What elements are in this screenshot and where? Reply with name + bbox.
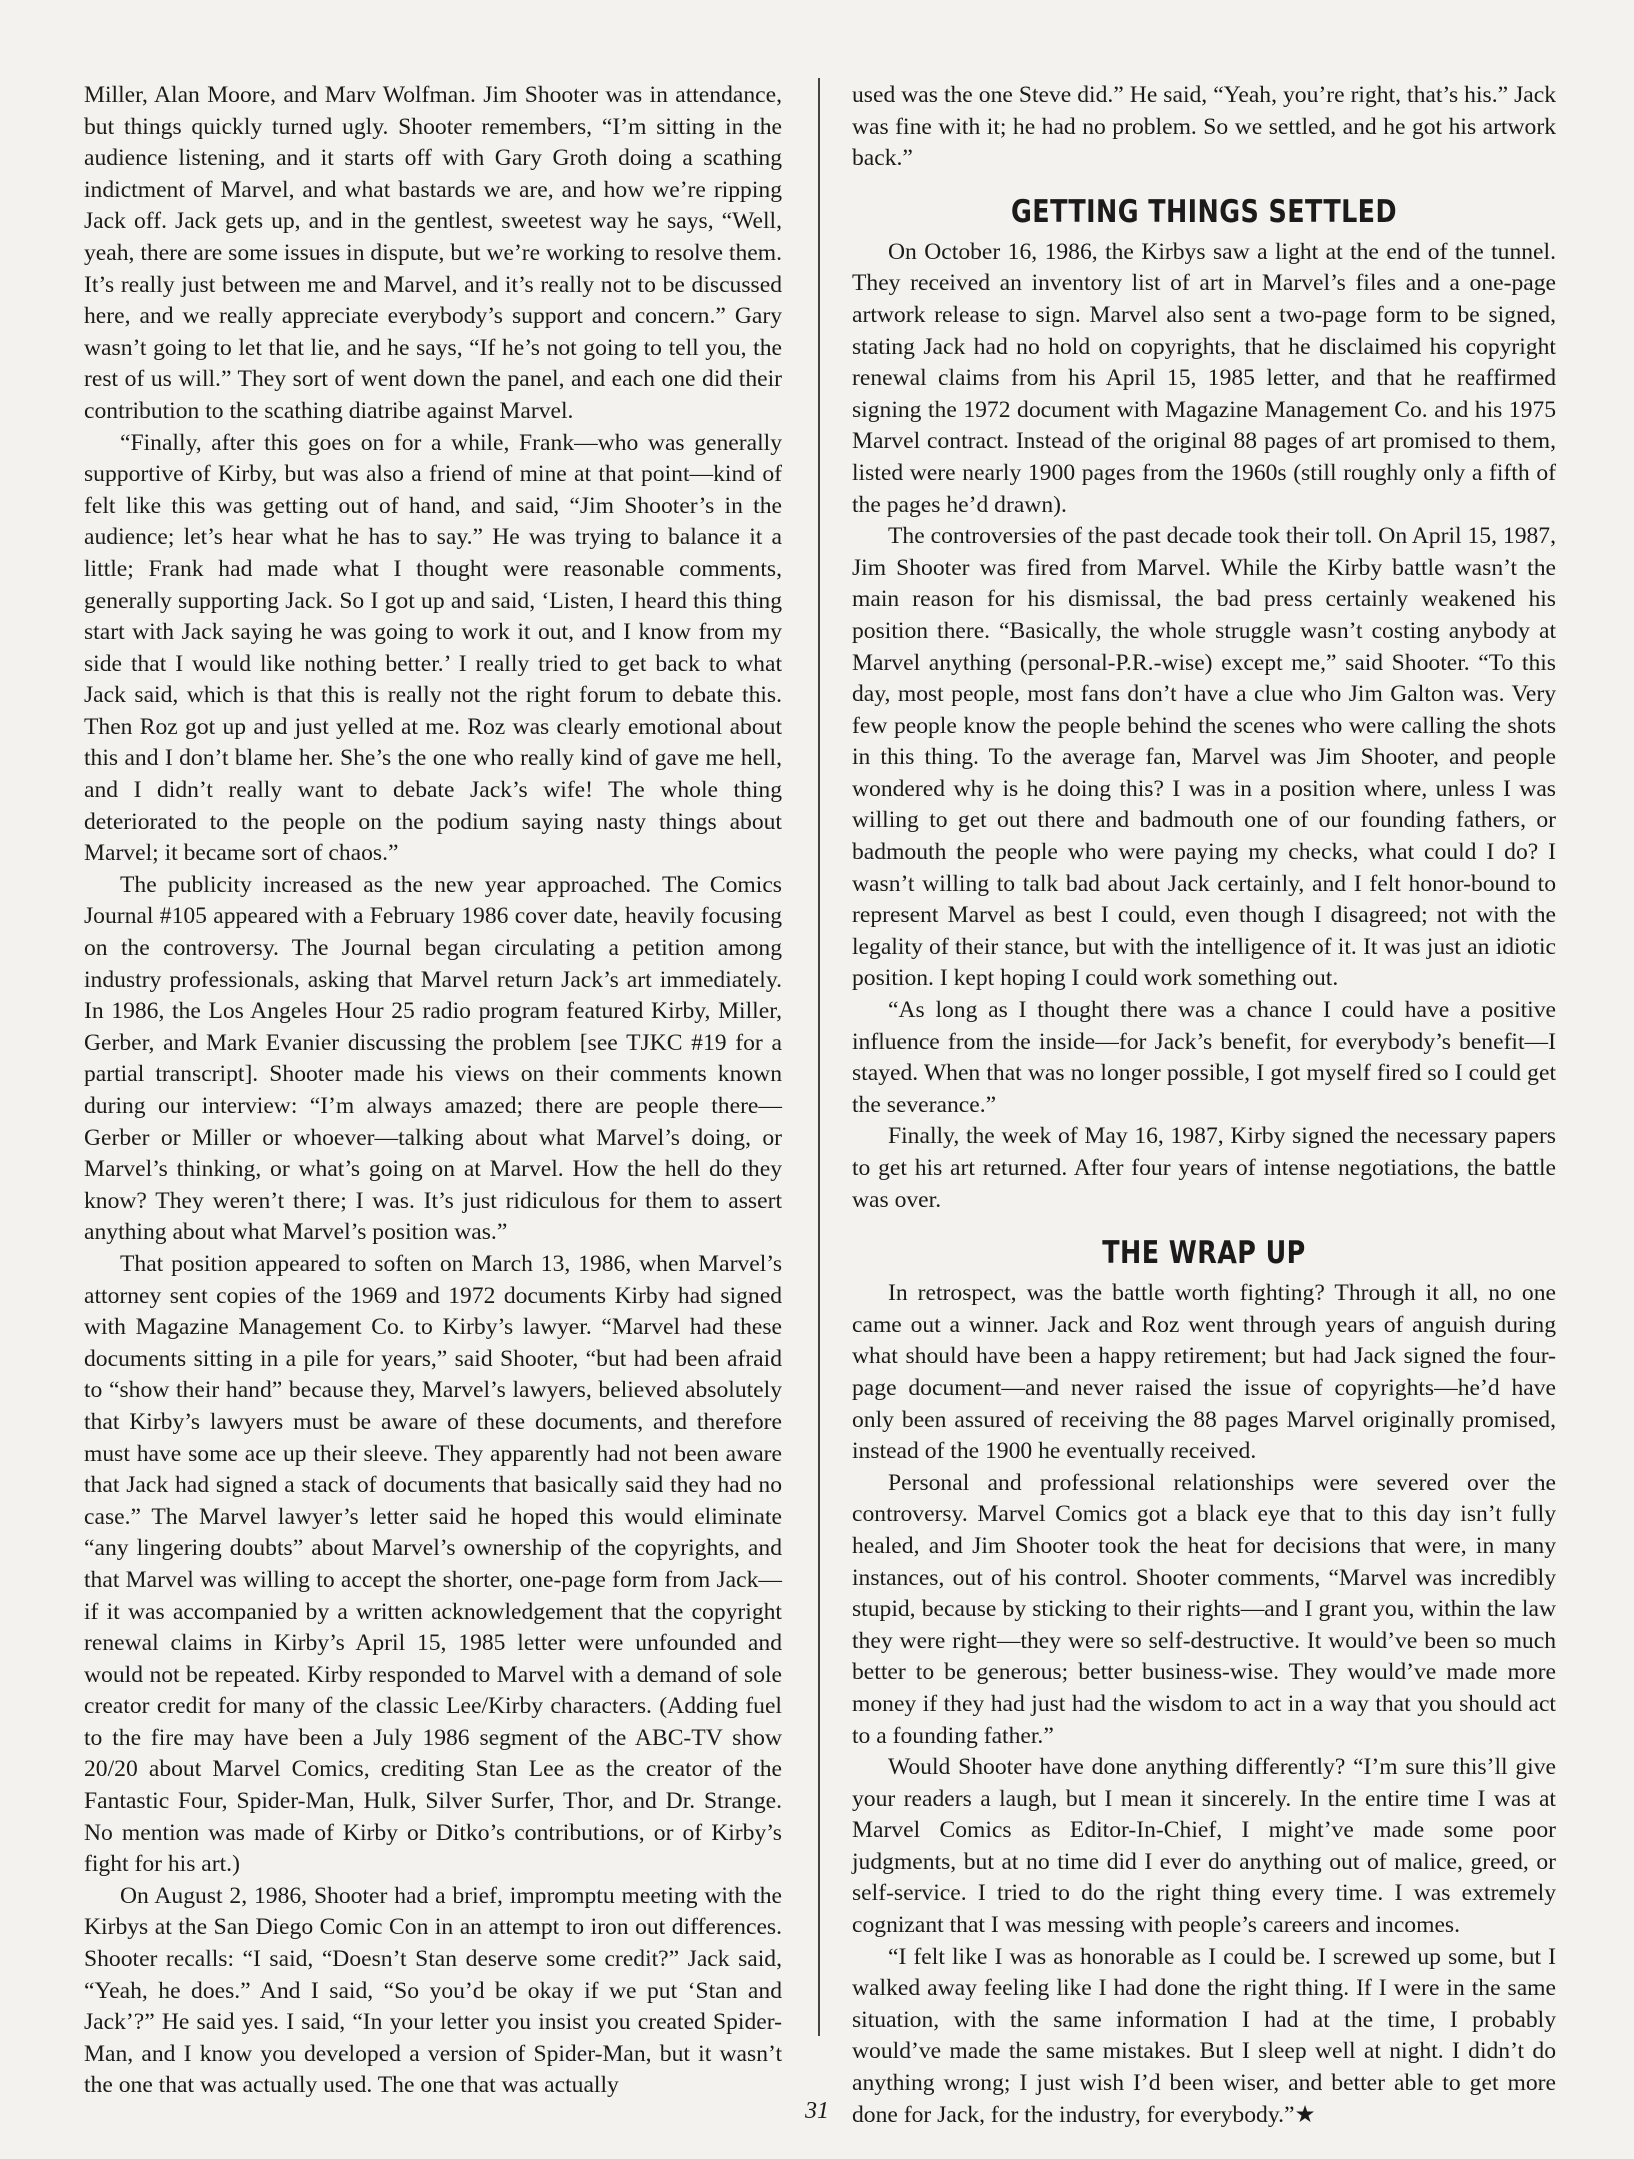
paragraph: That position appeared to soften on March 13, 1986, when Marvel’s attorney sent copies of the 1969 and 1972 documents Kirby had signed with Magazine Management Co. to Kirby’s lawyer. “Marvel had these documents sitting in a pile for years,” said Shooter, “but had been afraid to “show their hand” because they, Marvel’s lawyers, believed absolutely that Kirby’s lawyers must be aware of these documents, and therefore must have some ace up their sleeve. They apparently had not been aware that Jack had signed a stack of documents that basically said they had no case.” The Marvel lawyer’s letter said he hoped this would eliminate “any lingering doubts” about Marvel’s ownership of the copyrights, and that Marvel was willing to accept the shorter, one-page form from Jack—if it was accompanied by a written acknowledgement that the copyright renewal claims in Kirby’s April 15, 1985 letter were unfounded and would not be repeated. Kirby responded to Marvel with a demand of sole creator credit for many of the classic Lee/Kirby characters. (Adding fuel to the fire may have been a July 1986 segment of the ABC-TV show 20/20 about Marvel Comics, crediting Stan Lee as the creator of the Fantastic Four, Spider-Man, Hulk, Silver Surfer, Thor, and Dr. Strange. No mention was made of Kirby or Ditko’s contributions, or of Kirby’s fight for his art.) (84, 1250, 782, 1878)
section-heading-getting-things-settled: GETTING THINGS SETTLED (1011, 193, 1397, 230)
paragraph: Personal and professional relationships were severed over the controversy. Marvel Comics got a black eye that to this day isn’t fully healed, and Jim Shooter took the heat for decisions that were, in many instances, out of his control. Shooter comments, “Marvel was incredibly stupid, because by sticking to their rights—and I grant you, within the law they were right—they were so self-destructive. It would’ve been so much better to be generous; better business-wise. They would’ve made more money if they had just had the wisdom to act in a way that you should act to a founding father.” (852, 1469, 1556, 1749)
paragraph: Finally, the week of May 16, 1987, Kirby signed the necessary papers to get his art returned. After four years of intense negotiations, the battle was over. (852, 1123, 1556, 1213)
section-heading-the-wrap-up: THE WRAP UP (1102, 1235, 1306, 1272)
column-divider (818, 78, 820, 2036)
paragraph: “I felt like I was as honorable as I could be. I screwed up some, but I walked away feeling like I had done the right thing. If I were in the same situation, with the same information I had at the time, I probably would’ve made the same mistakes. But I sleep well at night. I didn’t do anything wrong; I just wish I’d been wiser, and better able to get more done for Jack, for the industry, for everybody.”★ (852, 1943, 1556, 2128)
paragraph: The controversies of the past decade took their toll. On April 15, 1987, Jim Shooter was fired from Marvel. While the Kirby battle wasn’t the main reason for his dismissal, the bad press certainly weakened his position there. “Basically, the whole struggle wasn’t costing anybody at Marvel anything (personal-P.R.-wise) except me,” said Shooter. “To this day, most people, most fans don’t have a clue who Jim Galton was. Very few people know the people behind the scenes who were calling the shots in this thing. To the average fan, Marvel was Jim Shooter, and people wondered why is he doing this? I was in a position where, unless I was willing to get out there and badmouth one of our founding fathers, or badmouth the people who were paying my checks, what could I do? I wasn’t willing to talk bad about Jack certainly, and I felt honor-bound to represent Marvel as best I could, even though I disagreed; not with the legality of their stance, but with the intelligence of it. It was just an idiotic position. I kept hoping I could work something out. (852, 523, 1556, 992)
paragraph: used was the one Steve did.” He said, “Yeah, you’re right, that’s his.” Jack was fine with it; he had no problem. So we settled, and he got his artwork back.” (852, 82, 1556, 172)
paragraph: “As long as I thought there was a chance I could have a positive influence from the inside—for Jack’s benefit, for everybody’s benefit—I stayed. When that was no longer possible, I got myself fired so I could get the severance.” (852, 997, 1556, 1118)
right-column (852, 80, 1556, 2131)
left-column (84, 80, 782, 2102)
page-number: 31 (805, 2098, 829, 2124)
paragraph: On October 16, 1986, the Kirbys saw a light at the end of the tunnel. They received an inventory list of art in Marvel’s files and a one-page artwork release to sign. Marvel also sent a two-page form to be signed, stating Jack had no hold on copyrights, that he disclaimed his copyright renewal claims from his April 15, 1985 letter, and that he reaffirmed signing the 1972 document with Magazine Management Co. and his 1975 Marvel contract. Instead of the original 88 pages of art promised to them, listed were nearly 1900 pages from the 1960s (still roughly only a fifth of the pages he’d drawn). (852, 238, 1556, 518)
paragraph: Miller, Alan Moore, and Marv Wolfman. Jim Shooter was in attendance, but things quickly turned ugly. Shooter remembers, “I’m sitting in the audience listening, and it starts off with Gary Groth doing a scathing indictment of Marvel, and what bastards we are, and how we’re ripping Jack off. Jack gets up, and in the gentlest, sweetest way he says, “Well, yeah, there are some issues in dispute, but we’re working to resolve them. It’s really just between me and Marvel, and it’s really not to be discussed here, and we really appreciate everybody’s support and concern.” Gary wasn’t going to let that lie, and he says, “If he’s not going to tell you, the rest of us will.” They sort of went down the panel, and each one did their contribution to the scathing diatribe against Marvel. (84, 82, 782, 424)
paragraph: In retrospect, was the battle worth fighting? Through it all, no one came out a winner. Jack and Roz went through years of anguish during what should have been a happy retirement; but had Jack signed the four-page document—and never raised the issue of copyrights—he’d have only been assured of receiving the 88 pages Marvel originally promised, instead of the 1900 he eventually received. (852, 1280, 1556, 1465)
paragraph: “Finally, after this goes on for a while, Frank—who was generally supportive of Kirby, but was also a friend of mine at that point—kind of felt like this was getting out of hand, and said, “Jim Shooter’s in the audience; let’s hear what he has to say.” He was trying to balance it a little; Frank had made what I thought were reasonable comments, generally supporting Jack. So I got up and said, ‘Listen, I heard this thing start with Jack saying he was going to work it out, and I know from my side that I would like nothing better.’ I really tried to get back to what Jack said, which is that this is really not the right forum to debate this. Then Roz got up and just yelled at me. Roz was clearly emotional about this and I don’t blame her. She’s the one who really kind of gave me hell, and I didn’t really want to debate Jack’s wife! The whole thing deteriorated to the people on the podium saying nasty things about Marvel; it became sort of chaos.” (84, 429, 782, 867)
paragraph: The publicity increased as the new year approached. The Comics Journal #105 appeared with a February 1986 cover date, heavily focusing on the controversy. The Journal began circulating a petition among industry professionals, asking that Marvel return Jack’s art immediately. In 1986, the Los Angeles Hour 25 radio program featured Kirby, Miller, Gerber, and Mark Evanier discussing the problem [see TJKC #19 for a partial transcript]. Shooter made his views on their comments known during our interview: “I’m always amazed; there are people there—Gerber or Miller or whoever—talking about what Marvel’s doing, or Marvel’s thinking, or what’s going on at Marvel. How the hell do they know? They weren’t there; I was. It’s just ridiculous for them to assert anything about what Marvel’s position was.” (84, 871, 782, 1246)
paragraph: Would Shooter have done anything differently? “I’m sure this’ll give your readers a laugh, but I mean it sincerely. In the entire time I was at Marvel Comics as Editor-In-Chief, I might’ve made some poor judgments, but at no time did I ever do anything out of malice, greed, or self-service. I tried to do the right thing every time. I was extremely cognizant that I was messing with people’s careers and incomes. (852, 1754, 1556, 1939)
paragraph: On August 2, 1986, Shooter had a brief, impromptu meeting with the Kirbys at the San Diego Comic Con in an attempt to iron out differences. Shooter recalls: “I said, “Doesn’t Stan deserve some credit?” Jack said, “Yeah, he does.” And I said, “So you’d be okay if we put ‘Stan and Jack’?” He said yes. I said, “In your letter you insist you created Spider-Man, and I know you developed a version of Spider-Man, but it wasn’t the one that was actually used. The one that was actually (84, 1882, 782, 2099)
